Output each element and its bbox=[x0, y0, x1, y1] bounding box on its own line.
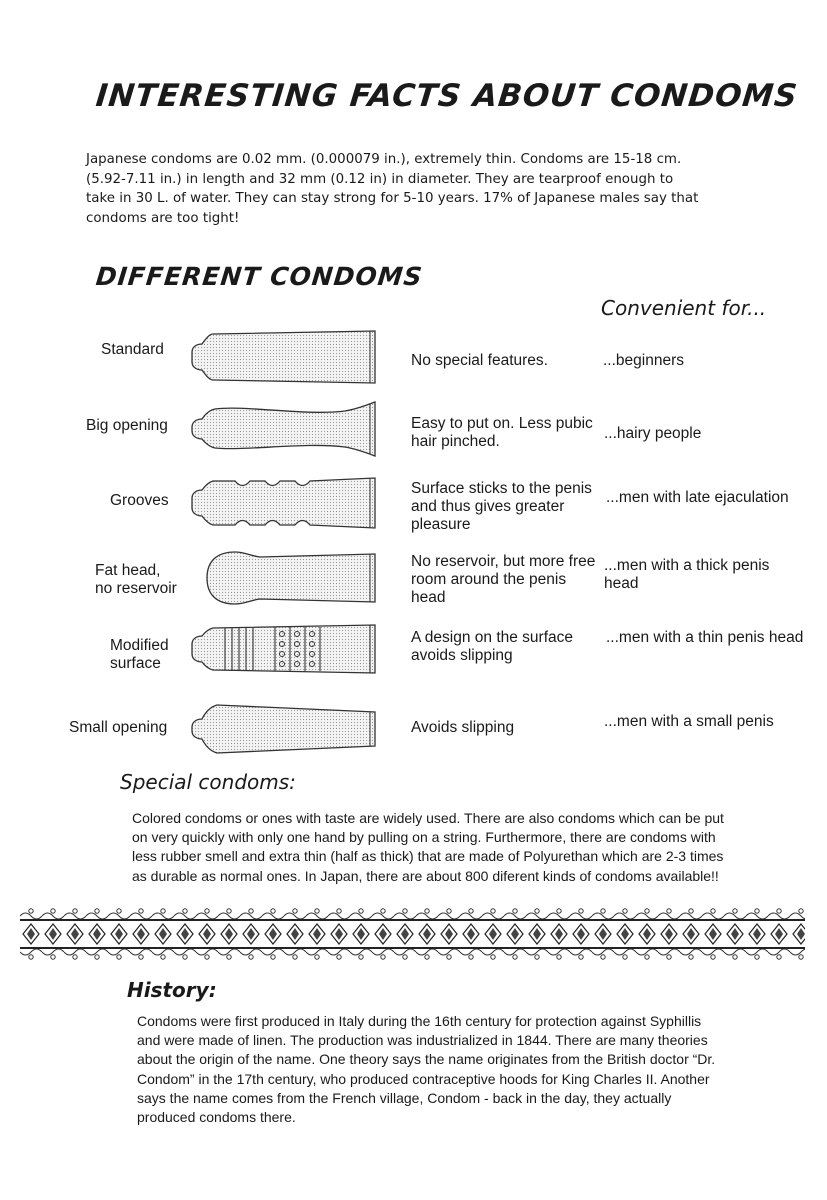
condom-for-fat-head: ...men with a thick penis head bbox=[604, 557, 770, 592]
condom-label-grooves: Grooves bbox=[110, 492, 169, 509]
condom-label-big-opening: Big opening bbox=[86, 417, 168, 434]
condom-description-fat-head: No reservoir, but more free room around the penis head bbox=[411, 553, 596, 606]
condom-label-small-opening: Small opening bbox=[69, 719, 168, 736]
small-opening-condom-illustration bbox=[185, 694, 380, 764]
history-paragraph: Condoms were first produced in Italy during the 16th century for protection against Syphillis and were made of linen. The production was industrialized in 1844. There are many theories about the origin of the name. One theory says the name originates from the British doctor “Dr. Condom” in the 17th century, who produced contraceptive hoods for King Charles II. Another says the name comes from the French village, Condom - back in the day, they actually produced condoms there. bbox=[137, 1013, 716, 1126]
condom-label-modified-surface bbox=[110, 637, 169, 673]
condom-label-fat-head-line2: no reservoir bbox=[95, 580, 177, 597]
condom-for-modified-surface: ...men with a thin penis head bbox=[606, 629, 804, 646]
page-title: INTERESTING FACTS ABOUT CONDOMS bbox=[94, 78, 800, 114]
condom-for-grooves: ...men with late ejaculation bbox=[606, 489, 789, 506]
special-condoms-heading: Special condoms: bbox=[120, 770, 296, 794]
condom-label-fat-head-line1: Fat head, bbox=[95, 562, 161, 579]
condom-description-small-opening: Avoids slipping bbox=[411, 719, 515, 736]
condom-for-standard: ...beginners bbox=[603, 352, 684, 369]
intro-paragraph: Japanese condoms are 0.02 mm. (0.000079 in.), extremely thin. Condoms are 15-18 cm. (5.92-7.11 in.) in length and 32 mm (0.12 in) in diameter. They are tearproof enough to take in 30 L. of water. They can stay strong for 5-10 years. 17% of Japanese males say that condoms are too tight! bbox=[86, 152, 699, 226]
condom-description-big-opening: Easy to put on. Less pubic hair pinched. bbox=[411, 415, 593, 450]
decorative-lace-border bbox=[20, 906, 805, 962]
condom-for-big-opening: ...hairy people bbox=[604, 425, 702, 442]
condom-description-modified-surface: A design on the surface avoids slipping bbox=[411, 629, 574, 664]
standard-condom-illustration bbox=[185, 322, 380, 392]
big-opening-condom-illustration bbox=[185, 394, 380, 464]
special-condoms-paragraph: Colored condoms or ones with taste are widely used. There are also condoms which can be put on very quickly with only one hand by pulling on a string. Furthermore, there are condoms with less rubber smell and extra thin (half as thick) that are made of Polyurethan which are 2-3 times as durable as normal ones. In Japan, there are about 800 diferent kinds of condoms available!! bbox=[132, 810, 724, 884]
grooves-condom-illustration bbox=[185, 468, 380, 538]
condom-description-grooves: Surface sticks to the penis and thus gives greater pleasure bbox=[411, 480, 592, 533]
convenient-for-heading: Convenient for... bbox=[601, 296, 767, 320]
condom-label-fat-head bbox=[95, 562, 177, 598]
history-heading: History: bbox=[127, 978, 217, 1002]
condom-label-modified-line2: surface bbox=[110, 655, 161, 672]
different-condoms-heading: DIFFERENT CONDOMS bbox=[94, 262, 425, 291]
condom-label-modified-line1: Modified bbox=[110, 637, 169, 654]
fat-head-condom-illustration bbox=[185, 543, 380, 613]
modified-surface-condom-illustration bbox=[185, 614, 380, 684]
condom-for-small-opening: ...men with a small penis bbox=[604, 713, 774, 730]
condom-label-standard: Standard bbox=[101, 341, 164, 358]
condom-description-standard: No special features. bbox=[411, 352, 548, 369]
